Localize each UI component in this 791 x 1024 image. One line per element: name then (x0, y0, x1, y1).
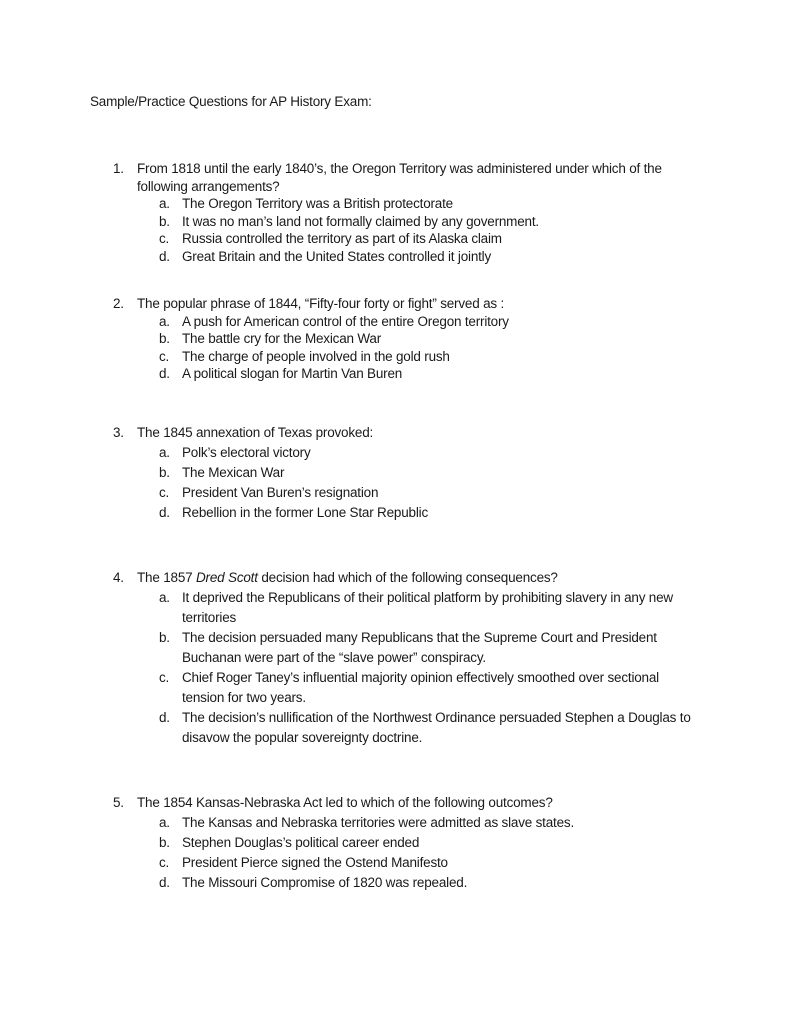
text-segment: The decision persuaded many Republicans that the Supreme Court and President (182, 629, 657, 645)
text-segment: Polk’s electoral victory (182, 444, 311, 460)
option-letter: a. (159, 589, 170, 605)
text-segment: Buchanan were part of the “slave power” conspiracy. (182, 649, 486, 665)
option-text (182, 853, 771, 873)
option-line (182, 628, 771, 648)
option-line (182, 503, 771, 523)
option-text (182, 588, 771, 628)
options-list (159, 588, 771, 748)
option-line (182, 873, 771, 893)
option-line (182, 688, 771, 708)
text-segment: The battle cry for the Mexican War (182, 331, 382, 346)
option-item (159, 230, 771, 248)
option-text (182, 348, 771, 366)
option-letter: d. (159, 504, 170, 520)
text-segment: A push for American control of the entire Oregon territory (182, 313, 509, 329)
option-text (182, 365, 771, 383)
question-item (113, 295, 771, 383)
questions-list (90, 160, 771, 893)
option-item (159, 708, 771, 748)
question-line (137, 568, 771, 588)
option-line (182, 443, 771, 463)
option-letter: a. (159, 313, 170, 329)
option-letter: d. (159, 874, 170, 890)
option-text (182, 313, 771, 331)
option-item (159, 503, 771, 523)
option-line (182, 248, 771, 266)
option-item (159, 195, 771, 213)
question-text (137, 793, 771, 813)
text-segment: A political slogan for Martin Van Buren (182, 366, 403, 381)
question-line (137, 423, 771, 443)
option-line (182, 313, 771, 331)
text-segment-italic: Dred Scott (196, 569, 258, 585)
option-item (159, 628, 771, 668)
option-letter: a. (159, 444, 170, 460)
option-letter: b. (159, 629, 170, 645)
text-segment: The charge of people involved in the gold rush (182, 348, 450, 364)
question-line (137, 295, 771, 313)
question-head (113, 793, 771, 813)
option-item (159, 248, 771, 266)
option-line (182, 230, 771, 248)
option-line (182, 668, 771, 688)
option-item (159, 213, 771, 231)
text-segment: Rebellion in the former Lone Star Republic (182, 504, 428, 520)
option-letter: c. (159, 231, 170, 246)
option-line (182, 348, 771, 366)
question-text (137, 568, 771, 588)
option-letter: c. (159, 669, 170, 685)
text-segment: Chief Roger Taney’s influential majority opinion effectively smoothed over sectional (182, 669, 659, 685)
option-item (159, 365, 771, 383)
option-letter: b. (159, 834, 170, 850)
text-segment: following arrangements? (137, 178, 280, 194)
text-segment: The Oregon Territory was a British protectorate (182, 196, 453, 211)
text-segment: Russia controlled the territory as part of its Alaska claim (182, 231, 502, 246)
option-text (182, 248, 771, 266)
question-line (137, 160, 771, 178)
option-letter: a. (159, 196, 170, 211)
text-segment: The Mexican War (182, 464, 285, 480)
option-letter: d. (159, 248, 170, 264)
text-segment: territories (182, 609, 237, 625)
text-segment: President Pierce signed the Ostend Manifesto (182, 854, 448, 870)
question-item (113, 568, 771, 748)
question-line (137, 793, 771, 813)
question-head (113, 160, 771, 195)
option-item (159, 330, 771, 348)
question-text (137, 160, 771, 195)
text-segment: The popular phrase of 1844, “Fifty-four forty or fight” served as : (137, 296, 505, 311)
option-text (182, 503, 771, 523)
text-segment: It was no man’s land not formally claimed by any government. (182, 213, 539, 229)
question-item (113, 423, 771, 523)
option-line (182, 728, 771, 748)
option-item (159, 833, 771, 853)
option-text (182, 873, 771, 893)
page-title: Sample/Practice Questions for AP History Exam: (90, 94, 372, 109)
options-list (159, 313, 771, 383)
text-segment: From 1818 until the early 1840’s, the Oregon Territory was administered under which of the (137, 161, 662, 176)
option-line (182, 483, 771, 503)
option-text (182, 230, 771, 248)
option-item (159, 463, 771, 483)
option-item (159, 483, 771, 503)
option-text (182, 813, 771, 833)
option-line (182, 213, 771, 231)
question-text (137, 295, 771, 313)
text-segment: The 1854 Kansas-Nebraska Act led to which of the following outcomes? (137, 794, 553, 810)
option-letter: d. (159, 709, 170, 725)
option-text (182, 330, 771, 348)
question-number: 1. (113, 161, 124, 176)
question-text (137, 423, 771, 443)
option-line (182, 330, 771, 348)
option-item (159, 313, 771, 331)
question-head (113, 423, 771, 443)
option-line (182, 463, 771, 483)
option-line (182, 648, 771, 668)
option-letter: d. (159, 366, 170, 381)
text-segment: disavow the popular sovereignty doctrine. (182, 729, 423, 745)
options-list (159, 443, 771, 523)
option-line (182, 853, 771, 873)
text-segment: President Van Buren’s resignation (182, 484, 379, 500)
option-item (159, 813, 771, 833)
option-line (182, 708, 771, 728)
question-number: 3. (113, 424, 124, 440)
question-head (113, 295, 771, 313)
question-item (113, 160, 771, 265)
text-segment: decision had which of the following consequences? (257, 569, 558, 585)
text-segment: The 1857 (137, 569, 196, 585)
text-segment: Great Britain and the United States controlled it jointly (182, 248, 492, 264)
text-segment: The Missouri Compromise of 1820 was repealed. (182, 874, 468, 890)
option-text (182, 833, 771, 853)
option-line (182, 608, 771, 628)
option-letter: a. (159, 814, 170, 830)
option-text (182, 195, 771, 213)
option-text (182, 483, 771, 503)
option-letter: b. (159, 213, 170, 229)
option-text (182, 668, 771, 708)
option-item (159, 443, 771, 463)
option-text (182, 443, 771, 463)
option-text (182, 628, 771, 668)
option-line (182, 588, 771, 608)
option-text (182, 708, 771, 748)
option-line (182, 195, 771, 213)
option-letter: c. (159, 854, 170, 870)
text-segment: It deprived the Republicans of their political platform by prohibiting slavery in any new (182, 589, 673, 605)
option-letter: c. (159, 484, 170, 500)
option-text (182, 213, 771, 231)
option-line (182, 833, 771, 853)
option-item (159, 348, 771, 366)
option-item (159, 873, 771, 893)
option-item (159, 668, 771, 708)
option-line (182, 813, 771, 833)
text-segment: The Kansas and Nebraska territories were admitted as slave states. (182, 814, 574, 830)
question-line (137, 178, 771, 196)
question-number: 4. (113, 569, 124, 585)
question-item (113, 793, 771, 893)
options-list (159, 813, 771, 893)
options-list (159, 195, 771, 265)
text-segment: tension for two years. (182, 689, 306, 705)
option-letter: b. (159, 331, 170, 346)
option-letter: b. (159, 464, 170, 480)
text-segment: Stephen Douglas’s political career ended (182, 834, 420, 850)
option-text (182, 463, 771, 483)
option-line (182, 365, 771, 383)
text-segment: The 1845 annexation of Texas provoked: (137, 424, 374, 440)
option-item (159, 588, 771, 628)
question-number: 2. (113, 296, 124, 311)
question-head (113, 568, 771, 588)
text-segment: The decision’s nullification of the Northwest Ordinance persuaded Stephen a Douglas to (182, 709, 691, 725)
option-item (159, 853, 771, 873)
option-letter: c. (159, 348, 170, 364)
question-number: 5. (113, 794, 124, 810)
